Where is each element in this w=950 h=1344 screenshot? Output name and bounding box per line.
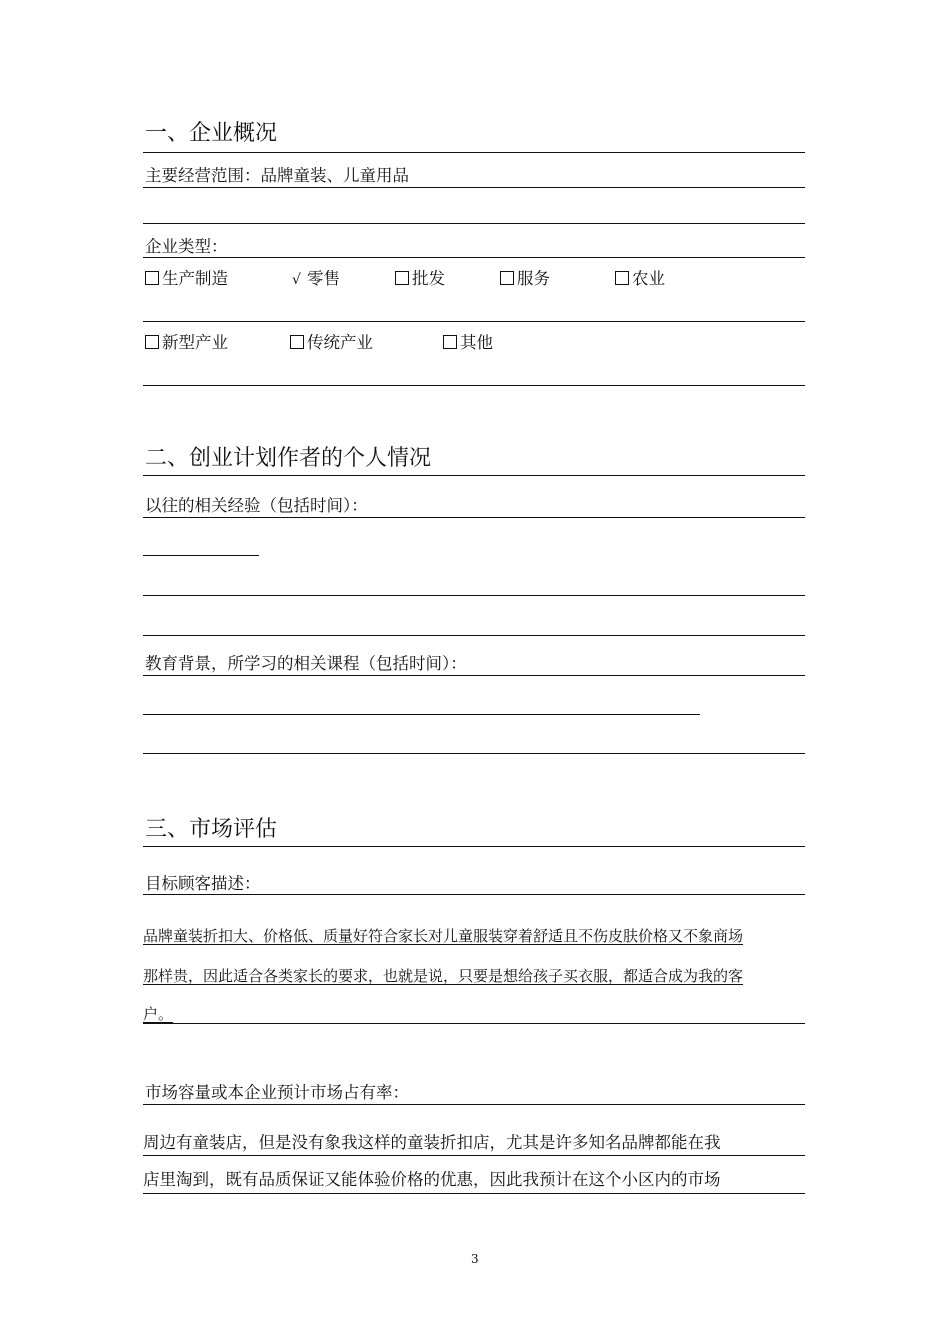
market-capacity-text-line: 店里淘到，既有品质保证又能体验价格的优惠，因此我预计在这个小区内的市场 — [143, 1170, 721, 1189]
market-capacity-label: 市场容量或本企业预计市场占有率： — [145, 1083, 409, 1102]
page-number: 3 — [471, 1252, 479, 1266]
divider — [143, 1155, 805, 1156]
divider — [143, 1193, 805, 1194]
enterprise-type-label: 企业类型： — [145, 237, 228, 256]
target-customer-label: 目标顾客描述： — [145, 874, 261, 893]
divider — [143, 321, 805, 322]
checkbox-icon[interactable] — [443, 335, 457, 349]
market-capacity-text-line: 周边有童装店，但是没有象我这样的童装折扣店，尤其是许多知名品牌都能在我 — [143, 1133, 721, 1152]
option-manufacturing[interactable]: 生产制造 — [145, 269, 228, 289]
checkbox-icon[interactable] — [145, 271, 159, 285]
experience-input-line[interactable] — [143, 635, 805, 636]
experience-input-line[interactable] — [143, 595, 805, 596]
section3-title: 三、市场评估 — [145, 817, 278, 842]
experience-input-line[interactable] — [143, 555, 259, 556]
divider — [143, 257, 805, 258]
education-label: 教育背景，所学习的相关课程（包括时间）： — [145, 654, 467, 673]
target-customer-text-line: 那样贵，因此适合各类家长的要求，也就是说，只要是想给孩子买衣服，都适合成为我的客 — [143, 967, 744, 985]
option-traditional-industry[interactable]: 传统产业 — [290, 333, 373, 353]
section2-title: 二、创业计划作者的个人情况 — [145, 446, 432, 471]
business-scope: 主要经营范围：品牌童装、儿童用品 — [145, 166, 409, 185]
divider — [143, 675, 805, 676]
option-wholesale[interactable]: 批发 — [395, 269, 445, 289]
option-retail[interactable]: √ 零售 — [292, 269, 340, 288]
check-mark-icon[interactable]: √ — [292, 272, 301, 288]
divider — [143, 223, 805, 224]
checkbox-icon[interactable] — [290, 335, 304, 349]
option-agriculture[interactable]: 农业 — [615, 269, 665, 289]
checkbox-icon[interactable] — [615, 271, 629, 285]
experience-label: 以往的相关经验（包括时间）： — [145, 496, 368, 515]
divider — [143, 894, 805, 895]
education-input-line[interactable] — [143, 753, 805, 754]
divider — [143, 1023, 805, 1024]
target-customer-text-line: 户。 — [143, 1005, 174, 1023]
divider — [143, 475, 805, 476]
checkbox-icon[interactable] — [145, 335, 159, 349]
checkbox-icon[interactable] — [500, 271, 514, 285]
section1-title: 一、企业概况 — [145, 121, 278, 146]
divider — [143, 846, 805, 847]
checkbox-icon[interactable] — [395, 271, 409, 285]
divider — [143, 187, 805, 188]
divider — [143, 1104, 805, 1105]
target-customer-text-line: 品牌童装折扣大、价格低、质量好符合家长对儿童服装穿着舒适且不伤皮肤价格又不象商场 — [143, 927, 744, 945]
divider — [143, 385, 805, 386]
option-new-industry[interactable]: 新型产业 — [145, 333, 228, 353]
option-service[interactable]: 服务 — [500, 269, 550, 289]
education-input-line[interactable] — [143, 714, 700, 715]
divider — [143, 517, 805, 518]
option-other[interactable]: 其他 — [443, 333, 493, 353]
divider — [143, 152, 805, 153]
